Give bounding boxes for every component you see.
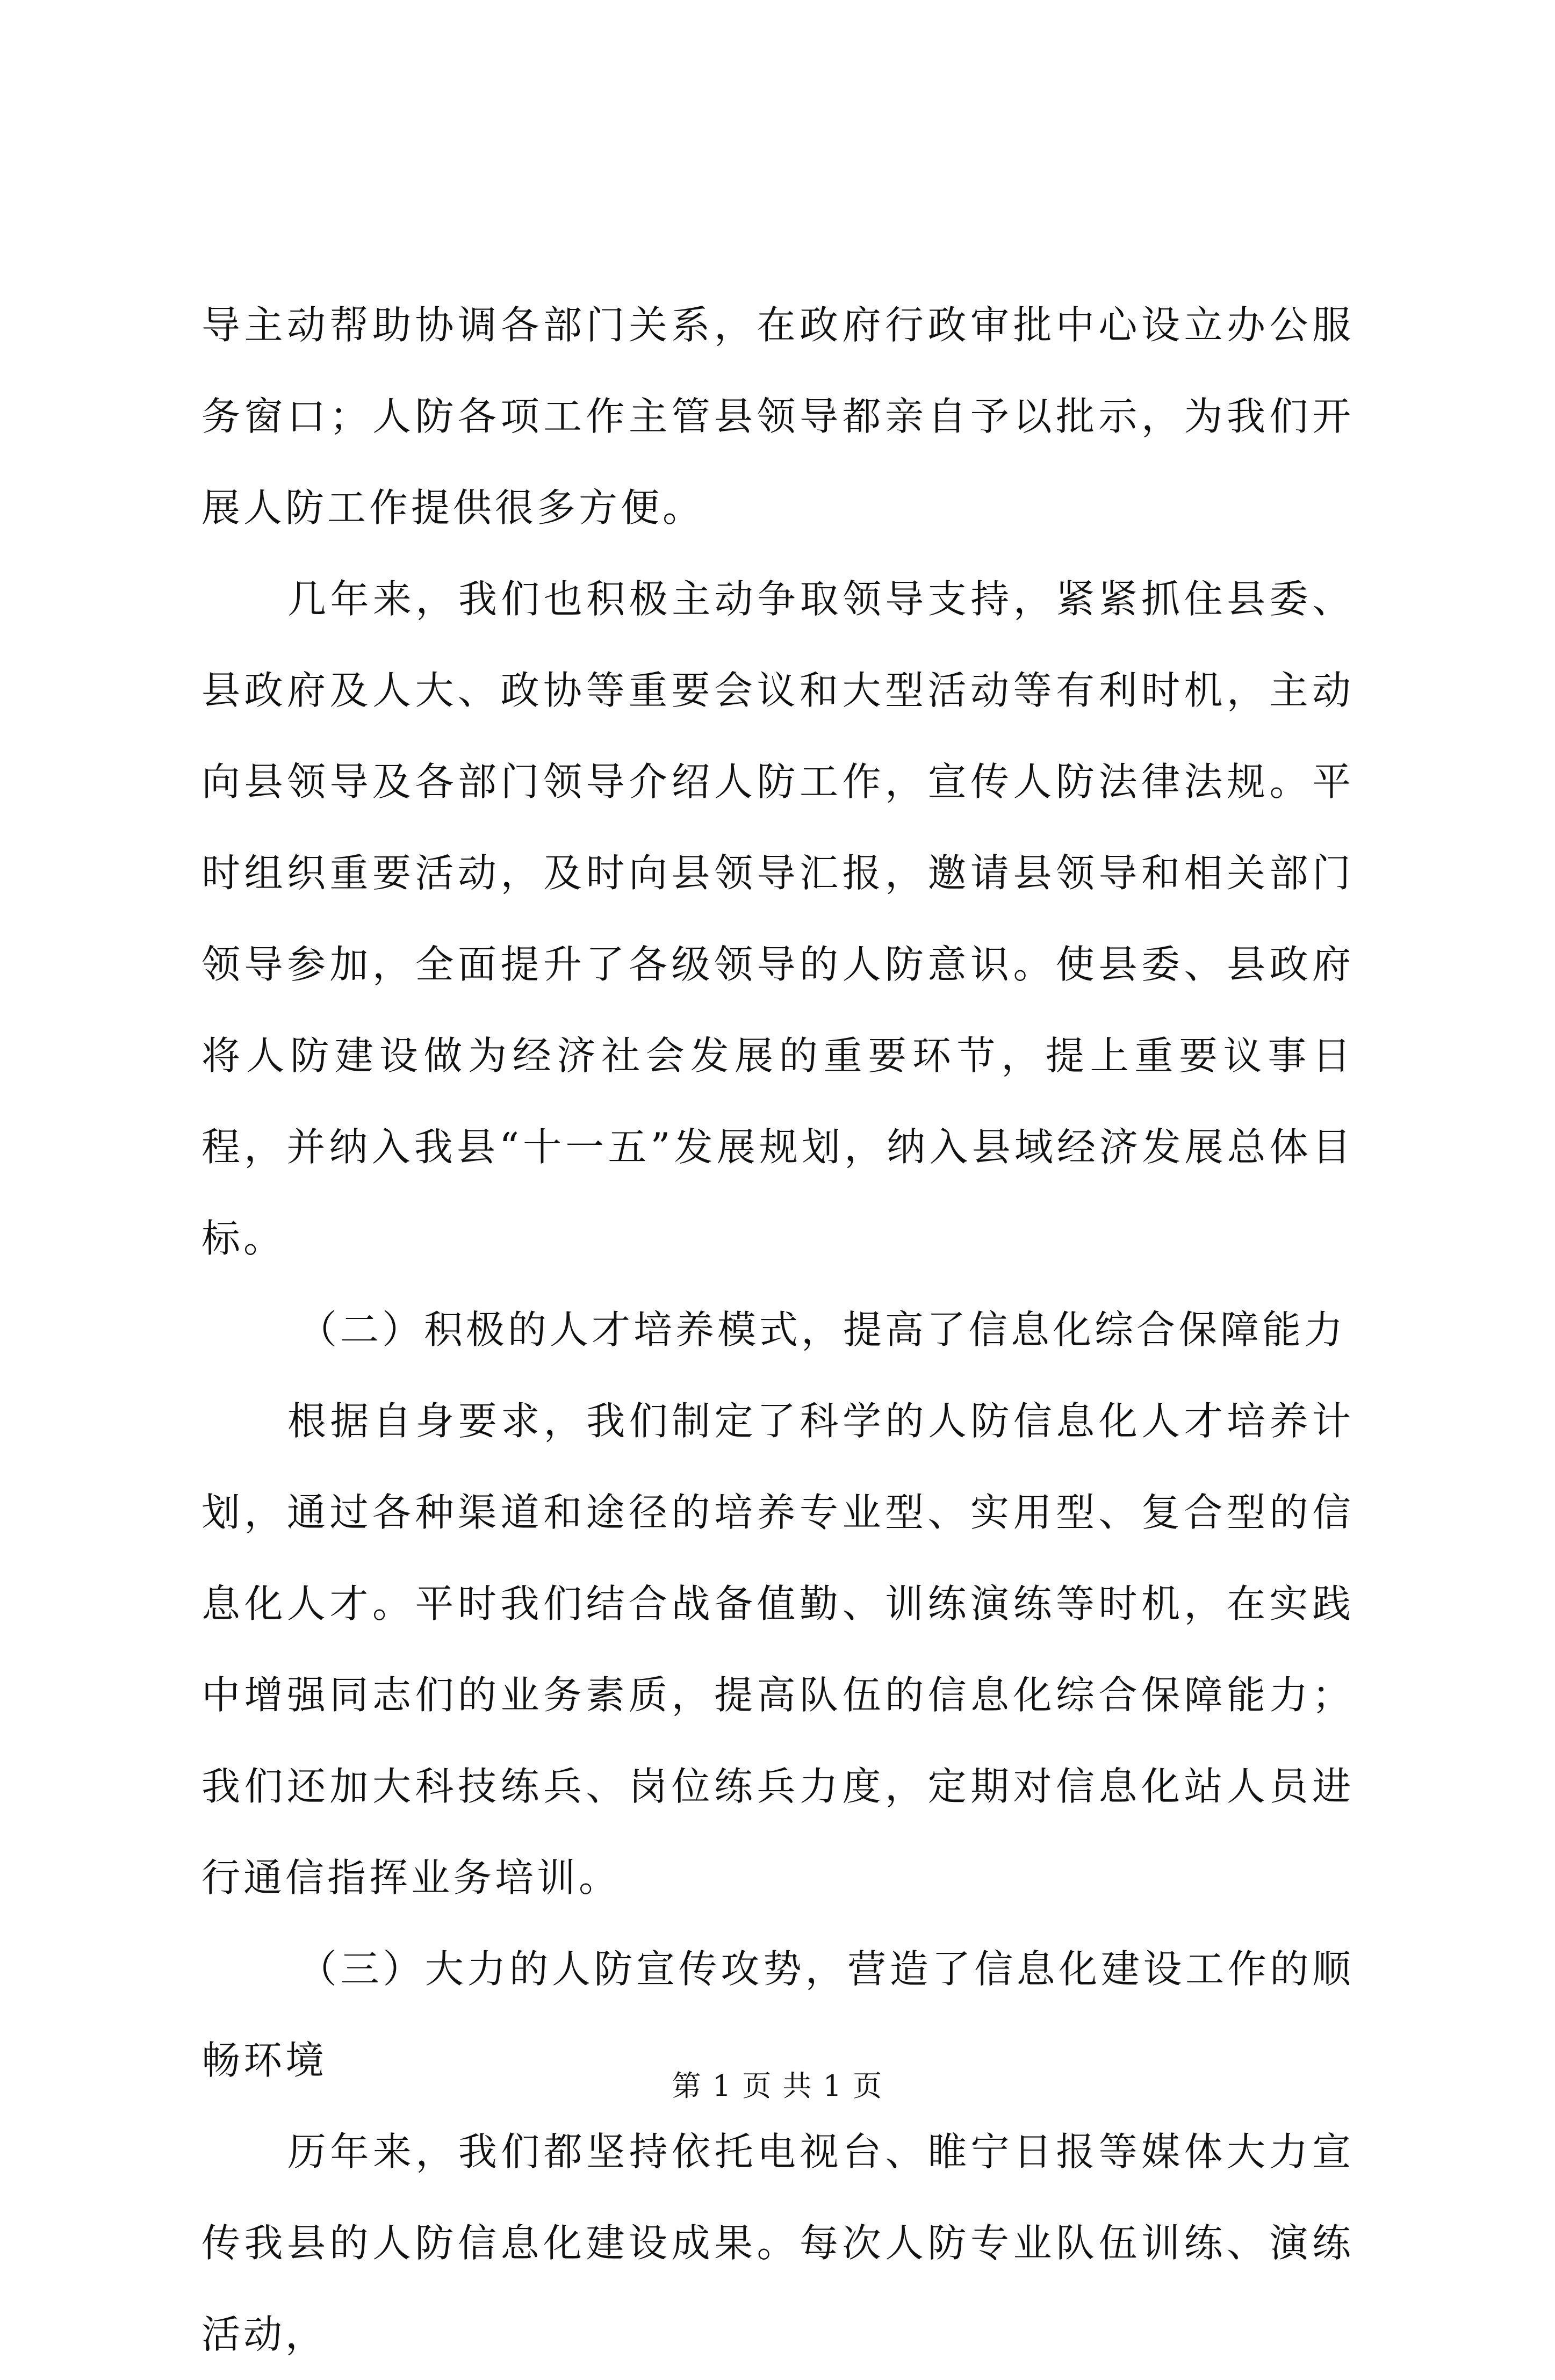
paragraph-continuation: 导主动帮助协调各部门关系，在政府行政审批中心设立办公服务窗口；人防各项工作主管县领导都亲自予以批示，为我们开展人防工作提供很多方便。: [201, 302, 1354, 530]
paragraph-publicity: 历年来，我们都坚持依托电视台、睢宁日报等媒体大力宣传我县的人防信息化建设成果。每次人防专业队伍训练、演练活动，: [201, 2129, 1354, 2357]
page-number-footer: 第 1 页 共 1 页: [672, 2069, 883, 2103]
paragraph-talent-training: 根据自身要求，我们制定了科学的人防信息化人才培养计划，通过各种渠道和途径的培养专业型、实用型、复合型的信息化人才。平时我们结合战备值勤、训练演练等时机，在实践中增强同志们的业务素质，提高队伍的信息化综合保障能力；我们还加大科技练兵、岗位练兵力度，定期对信息化站人员进行通信指挥业务培训。: [201, 1398, 1354, 1900]
document-body: [201, 279, 1354, 2380]
section-heading-publicity: （三）大力的人防宣传攻势，营造了信息化建设工作的顺畅环境: [201, 1946, 1354, 2083]
section-heading-talent-training: （二）积极的人才培养模式，提高了信息化综合保障能力: [298, 1307, 1347, 1352]
paragraph-leadership-support: 几年来，我们也积极主动争取领导支持，紧紧抓住县委、县政府及人大、政协等重要会议和大型活动等有利时机，主动向县领导及各部门领导介绍人防工作，宣传人防法律法规。平时组织重要活动，及时向县领导汇报，邀请县领导和相关部门领导参加，全面提升了各级领导的人防意识。使县委、县政府将人防建设做为经济社会发展的重要环节，提上重要议事日程，并纳入我县“十一五”发展规划，纳入县域经济发展总体目标。: [201, 576, 1354, 1261]
